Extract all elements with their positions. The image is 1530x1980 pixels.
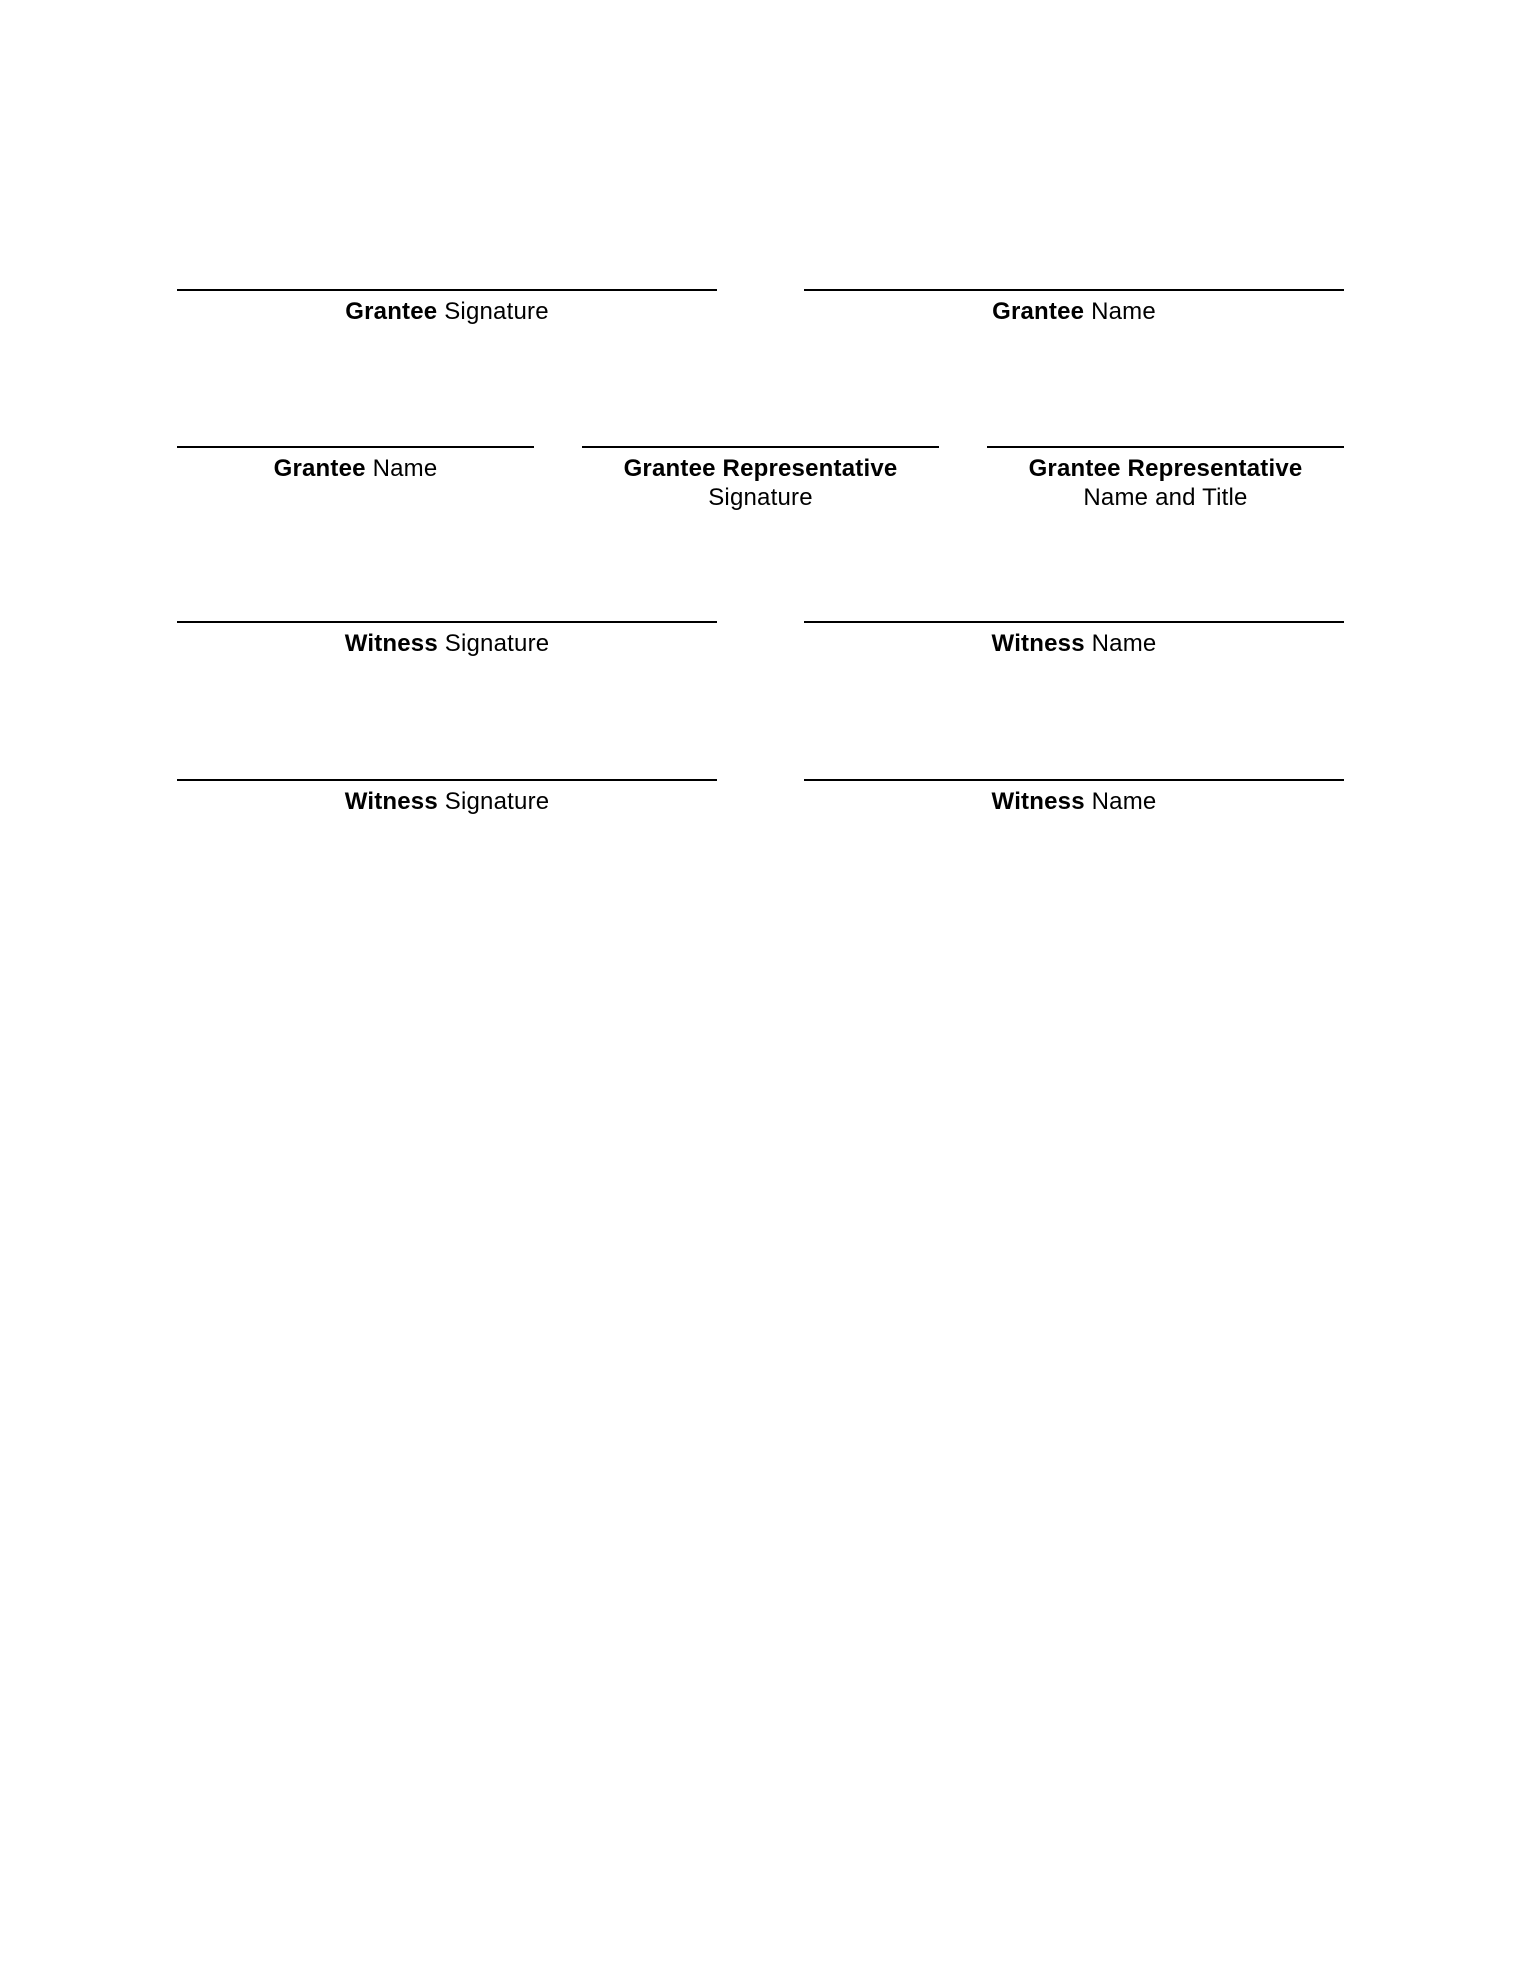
witness-signature-block-1 (177, 621, 717, 658)
witness-name-label-2: Witness Name (991, 788, 1157, 815)
witness-signature-line-1[interactable] (177, 621, 717, 623)
grantee-name-block (804, 289, 1344, 326)
grantee-name-line-2[interactable] (177, 446, 534, 448)
grantee-name-line[interactable] (804, 289, 1344, 291)
grantee-representative-name-title-block (987, 446, 1344, 512)
grantee-name-block-2 (177, 446, 534, 483)
witness-name-block-1 (804, 621, 1344, 658)
witness-signature-label-1: Witness Signature (344, 630, 550, 657)
grantee-signature-line[interactable] (177, 289, 717, 291)
grantee-name-label-2: Grantee Name (273, 455, 438, 482)
witness-signature-label-2: Witness Signature (344, 788, 550, 815)
witness-name-line-2[interactable] (804, 779, 1344, 781)
grantee-representative-signature-block (582, 446, 939, 512)
witness-name-block-2 (804, 779, 1344, 816)
witness-signature-line-2[interactable] (177, 779, 717, 781)
grantee-representative-name-title-line[interactable] (987, 446, 1344, 448)
grantee-name-label: Grantee Name (992, 298, 1156, 325)
grantee-representative-signature-label: Grantee Representative Signature (623, 455, 898, 511)
grantee-representative-name-title-label: Grantee Representative Name and Title (1028, 455, 1303, 511)
grantee-signature-block (177, 289, 717, 326)
grantee-representative-signature-line[interactable] (582, 446, 939, 448)
witness-signature-block-2 (177, 779, 717, 816)
witness-name-label-1: Witness Name (991, 630, 1157, 657)
witness-name-line-1[interactable] (804, 621, 1344, 623)
grantee-signature-label: Grantee Signature (345, 298, 549, 325)
